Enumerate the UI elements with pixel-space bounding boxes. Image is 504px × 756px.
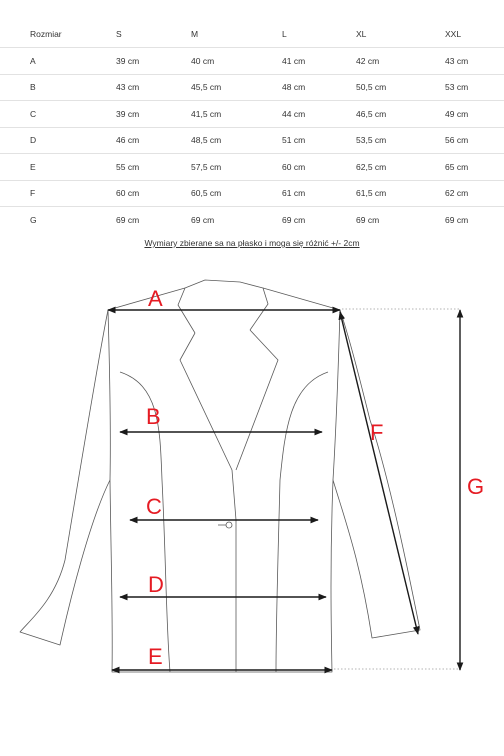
table-cell: 48 cm (282, 74, 356, 101)
label-g: G (467, 474, 485, 499)
table-cell: 49 cm (445, 101, 504, 128)
table-cell: 45,5 cm (191, 74, 282, 101)
table-cell: 43 cm (445, 48, 504, 75)
label-c: C (146, 494, 162, 519)
table-cell: 39 cm (116, 101, 191, 128)
row-label: B (0, 74, 116, 101)
jacket-left-sleeve-seam (108, 310, 110, 480)
jacket-lapel-right (236, 330, 278, 470)
size-table (0, 20, 504, 233)
table-cell: 41,5 cm (191, 101, 282, 128)
table-cell: 48,5 cm (191, 127, 282, 154)
table-cell: 39 cm (116, 48, 191, 75)
table-row (0, 180, 504, 207)
table-cell: 69 cm (116, 214, 140, 225)
column-header-xxl: XXL (445, 20, 504, 48)
table-cell: 69 cm (191, 214, 215, 225)
jacket-button (226, 522, 232, 528)
row-label: D (0, 127, 116, 154)
measure-line-f (340, 312, 418, 634)
table-cell: 42 cm (356, 48, 445, 75)
table-cell: 60 cm (282, 154, 356, 181)
table-cell: 62 cm (445, 180, 504, 207)
table-cell: 61,5 cm (356, 180, 445, 207)
jacket-dart-left (120, 372, 170, 672)
row-label: C (0, 101, 116, 128)
row-label: E (0, 154, 116, 181)
table-row (0, 74, 504, 101)
table-row (0, 101, 504, 128)
label-d: D (148, 572, 164, 597)
table-cell: 69 cm (282, 214, 306, 225)
table-row (0, 154, 504, 181)
jacket-lapel-left (180, 333, 236, 520)
row-label: F (0, 180, 116, 207)
column-header-m: M (191, 20, 282, 48)
table-cell: 43 cm (116, 74, 191, 101)
jacket-collar (178, 280, 268, 333)
table-row (0, 48, 504, 75)
jacket-sleeve-seam (333, 310, 340, 480)
table-cell: 62,5 cm (356, 154, 445, 181)
jacket-dart-right (276, 372, 328, 672)
column-header-xl: XL (356, 20, 445, 48)
label-f: F (370, 420, 384, 445)
row-label: G (30, 214, 37, 225)
table-row (0, 127, 504, 154)
label-a: A (148, 286, 163, 311)
table-cell: 60,5 cm (191, 180, 282, 207)
table-cell: 41 cm (282, 48, 356, 75)
table-header-row (0, 20, 504, 48)
jacket-outline (20, 280, 420, 672)
table-cell: 61 cm (282, 180, 356, 207)
table-cell: 40 cm (191, 48, 282, 75)
row-label: A (0, 48, 116, 75)
table-cell: 46,5 cm (356, 101, 445, 128)
table-cell: 56 cm (445, 127, 504, 154)
table-cell: 57,5 cm (191, 154, 282, 181)
label-e: E (148, 644, 163, 669)
jacket-measurement-diagram (0, 270, 504, 756)
jacket-body-outline (20, 288, 420, 672)
measurement-note: Wymiary zbierane sa na płasko i moga się różnić +/- 2cm (144, 238, 360, 248)
table-cell: 60 cm (116, 180, 191, 207)
table-cell: 69 cm (445, 214, 469, 225)
table-cell: 50,5 cm (356, 74, 445, 101)
table-cell: 65 cm (445, 154, 504, 181)
column-header-size: Rozmiar (0, 20, 116, 48)
label-b: B (146, 404, 161, 429)
measurement-lines (108, 310, 460, 670)
table-row (0, 207, 504, 233)
column-header-s: S (116, 20, 191, 48)
table-cell: 51 cm (282, 127, 356, 154)
table-cell: 55 cm (116, 154, 191, 181)
table-cell: 46 cm (116, 127, 191, 154)
column-header-l: L (282, 20, 356, 48)
table-cell: 44 cm (282, 101, 356, 128)
table-cell: 69 cm (356, 214, 380, 225)
table-cell: 53 cm (445, 74, 504, 101)
table-cell: 53,5 cm (356, 127, 445, 154)
